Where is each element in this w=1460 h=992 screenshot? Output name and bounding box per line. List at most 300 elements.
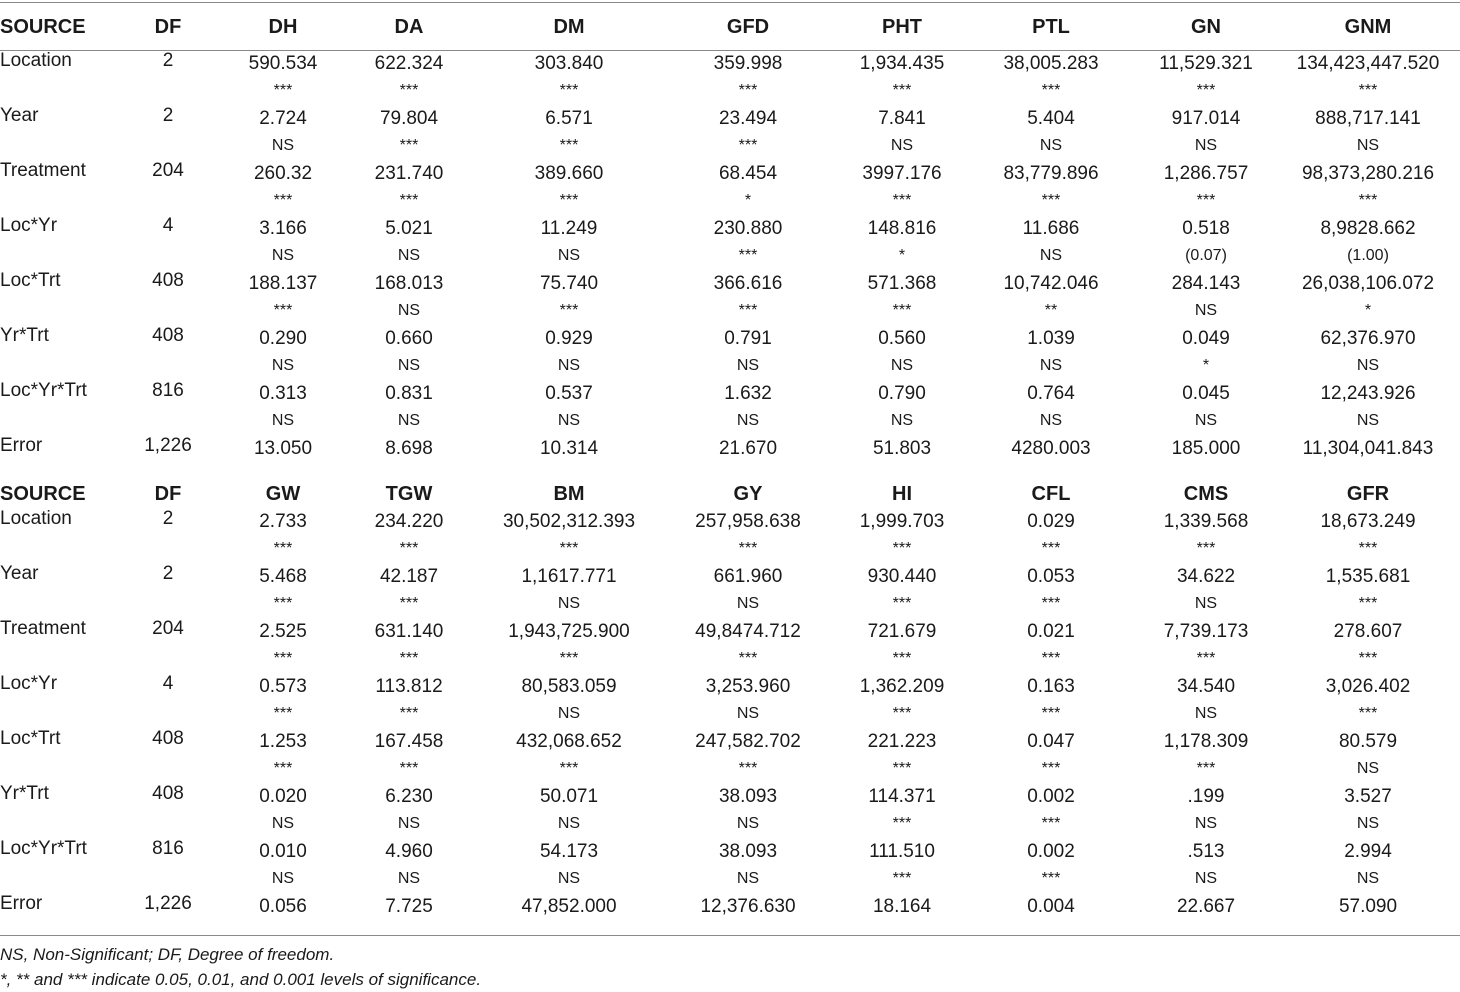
significance-label: ***: [559, 760, 579, 777]
value-cell: [338, 508, 480, 563]
value-cell: [658, 105, 838, 160]
error-value: 51.803: [872, 438, 932, 459]
column-header-label: CFL: [1031, 483, 1071, 505]
table-row: [0, 618, 1460, 673]
error-value: 185.000: [1171, 438, 1241, 459]
value-cell: [658, 728, 838, 783]
value-cell: [480, 435, 658, 462]
value-cell: [966, 728, 1136, 783]
value-cell: [1136, 270, 1276, 325]
significance-label: NS: [397, 815, 421, 832]
value-cell: [338, 380, 480, 435]
df-cell: 4: [162, 673, 174, 694]
significance-label: ***: [1358, 595, 1378, 612]
significance-label: NS: [1356, 137, 1380, 154]
significance-label: NS: [1194, 412, 1218, 429]
significance-label: ***: [559, 192, 579, 209]
table-row: [0, 215, 1460, 270]
significance-label: ***: [273, 192, 293, 209]
df-cell: 408: [152, 728, 184, 749]
mean-square-value: 38,005.283: [1003, 53, 1099, 74]
anova-table: [0, 4, 1460, 921]
significance-label: ***: [559, 650, 579, 667]
significance-label: *: [1364, 302, 1372, 319]
significance-label: NS: [736, 705, 760, 722]
mean-square-value: 5.404: [1027, 108, 1075, 129]
column-header: [838, 462, 966, 508]
mean-square-value: 1,999.703: [859, 511, 945, 532]
error-value: 57.090: [1338, 896, 1398, 917]
significance-label: (1.00): [1347, 247, 1389, 264]
mean-square-value: 1,286.757: [1163, 163, 1249, 184]
column-header-label: BM: [553, 483, 585, 505]
value-cell: [480, 618, 658, 673]
value-cell: [228, 215, 338, 270]
mean-square-value: 188.137: [248, 273, 318, 294]
value-cell: [838, 270, 966, 325]
error-value: 7.725: [385, 896, 433, 917]
mean-square-value: 0.537: [545, 383, 593, 404]
value-cell: [480, 215, 658, 270]
value-cell: [838, 50, 966, 105]
mean-square-value: 11,529.321: [1159, 53, 1253, 74]
value-cell: [228, 435, 338, 462]
value-cell: [658, 160, 838, 215]
value-cell: [338, 728, 480, 783]
value-cell: [1276, 160, 1460, 215]
significance-label: *: [744, 192, 752, 209]
value-cell: [338, 783, 480, 838]
mean-square-value: 231.740: [374, 163, 444, 184]
column-header-label: DM: [553, 15, 585, 38]
mean-square-value: 134,423,447.520: [1296, 53, 1440, 74]
column-header: [108, 462, 228, 508]
mean-square-value: 167.458: [374, 731, 444, 752]
source-cell: Location: [0, 508, 72, 529]
value-cell: [1136, 673, 1276, 728]
table-row: [0, 783, 1460, 838]
error-value: 0.004: [1027, 896, 1075, 917]
mean-square-value: 284.143: [1171, 273, 1241, 294]
significance-label: NS: [1194, 302, 1218, 319]
value-cell: [658, 435, 838, 462]
significance-label: ***: [273, 650, 293, 667]
mean-square-value: 260.32: [253, 163, 313, 184]
significance-label: ***: [1041, 760, 1061, 777]
mean-square-value: 148.816: [867, 218, 937, 239]
error-value: 13.050: [253, 438, 313, 459]
value-cell: [1276, 435, 1460, 462]
mean-square-value: 1,362.209: [859, 676, 945, 697]
value-cell: [338, 215, 480, 270]
value-cell: [480, 50, 658, 105]
mean-square-value: 0.573: [259, 676, 307, 697]
mean-square-value: 0.047: [1027, 731, 1075, 752]
value-cell: [338, 618, 480, 673]
table-row: [0, 380, 1460, 435]
value-cell: [838, 563, 966, 618]
column-header-label: GNM: [1344, 15, 1392, 38]
mean-square-value: 0.002: [1027, 786, 1075, 807]
significance-label: NS: [271, 247, 295, 264]
df-cell: 204: [152, 618, 184, 639]
footnote-abbreviations: NS, Non-Significant; DF, Degree of freedom.: [0, 945, 335, 964]
mean-square-value: 54.173: [539, 841, 599, 862]
source-cell: Year: [0, 105, 39, 126]
value-cell: [480, 270, 658, 325]
significance-label: NS: [557, 815, 581, 832]
mean-square-value: 0.290: [259, 328, 307, 349]
mean-square-value: 0.002: [1027, 841, 1075, 862]
mean-square-value: 721.679: [867, 621, 937, 642]
value-cell: [658, 380, 838, 435]
mean-square-value: 83,779.896: [1003, 163, 1099, 184]
error-value: 22.667: [1176, 896, 1236, 917]
mean-square-value: 359.998: [713, 53, 783, 74]
mean-square-value: 221.223: [867, 731, 937, 752]
value-cell: [228, 380, 338, 435]
mean-square-value: 0.790: [878, 383, 926, 404]
significance-label: ***: [399, 540, 419, 557]
significance-label: NS: [557, 247, 581, 264]
significance-label: NS: [557, 870, 581, 887]
significance-label: ***: [559, 302, 579, 319]
source-cell: Yr*Trt: [0, 783, 49, 804]
mean-square-value: 234.220: [374, 511, 444, 532]
significance-label: ***: [892, 540, 912, 557]
column-header: [966, 4, 1136, 50]
value-cell: [338, 105, 480, 160]
value-cell: [1276, 325, 1460, 380]
value-cell: [480, 673, 658, 728]
significance-label: NS: [557, 357, 581, 374]
significance-label: NS: [557, 705, 581, 722]
value-cell: [658, 618, 838, 673]
significance-label: ***: [1196, 82, 1216, 99]
mean-square-value: 571.368: [867, 273, 937, 294]
significance-label: ***: [1041, 540, 1061, 557]
significance-label: (0.07): [1185, 247, 1227, 264]
value-cell: [480, 105, 658, 160]
mean-square-value: 4.960: [385, 841, 433, 862]
source-cell: Error: [0, 435, 43, 456]
value-cell: [228, 893, 338, 921]
value-cell: [658, 673, 838, 728]
mean-square-value: 888,717.141: [1315, 108, 1421, 129]
value-cell: [1136, 380, 1276, 435]
column-header: [228, 462, 338, 508]
column-header-label: GN: [1191, 15, 1221, 38]
column-header: [1136, 4, 1276, 50]
significance-label: NS: [1356, 870, 1380, 887]
mean-square-value: 2.525: [259, 621, 307, 642]
value-cell: [966, 435, 1136, 462]
value-cell: [838, 838, 966, 893]
source-cell: Loc*Yr: [0, 215, 58, 236]
value-cell: [338, 893, 480, 921]
source-cell: Error: [0, 893, 43, 914]
table-row: [0, 160, 1460, 215]
column-header-label: CMS: [1183, 483, 1229, 505]
column-header: [338, 462, 480, 508]
value-cell: [228, 563, 338, 618]
significance-label: NS: [736, 412, 760, 429]
value-cell: [1136, 160, 1276, 215]
value-cell: [1276, 508, 1460, 563]
significance-label: ***: [892, 815, 912, 832]
mean-square-value: 661.960: [713, 566, 783, 587]
header-row: [0, 462, 1460, 508]
table-row: [0, 325, 1460, 380]
mean-square-value: 930.440: [867, 566, 937, 587]
mean-square-value: 2.733: [259, 511, 307, 532]
mean-square-value: 366.616: [713, 273, 783, 294]
mean-square-value: 389.660: [534, 163, 604, 184]
source-cell: Treatment: [0, 160, 86, 181]
column-header: [658, 462, 838, 508]
significance-label: ***: [738, 82, 758, 99]
mean-square-value: 230.880: [713, 218, 783, 239]
value-cell: [338, 673, 480, 728]
table-row: [0, 50, 1460, 105]
table-row: [0, 673, 1460, 728]
value-cell: [658, 325, 838, 380]
column-header-label: DF: [154, 483, 182, 505]
mean-square-value: 114.371: [868, 786, 936, 807]
value-cell: [1136, 325, 1276, 380]
value-cell: [1276, 563, 1460, 618]
significance-label: NS: [890, 412, 914, 429]
significance-label: ***: [399, 192, 419, 209]
value-cell: [966, 893, 1136, 921]
significance-label: ***: [892, 302, 912, 319]
df-cell: 4: [162, 215, 174, 236]
df-cell: 2: [162, 50, 174, 71]
value-cell: [966, 325, 1136, 380]
value-cell: [966, 783, 1136, 838]
mean-square-value: 3997.176: [862, 163, 942, 184]
value-cell: [1276, 838, 1460, 893]
value-cell: [480, 325, 658, 380]
value-cell: [1276, 270, 1460, 325]
mean-square-value: 12,243.926: [1320, 383, 1416, 404]
value-cell: [1136, 893, 1276, 921]
mean-square-value: 75.740: [539, 273, 599, 294]
significance-label: NS: [271, 870, 295, 887]
mean-square-value: 50.071: [539, 786, 599, 807]
value-cell: [1276, 215, 1460, 270]
value-cell: [1276, 50, 1460, 105]
significance-label: ***: [892, 192, 912, 209]
mean-square-value: 0.049: [1182, 328, 1230, 349]
value-cell: [658, 563, 838, 618]
column-header-label: GFD: [726, 15, 770, 38]
value-cell: [658, 893, 838, 921]
error-value: 4280.003: [1011, 438, 1091, 459]
value-cell: [1136, 508, 1276, 563]
error-value: 12,376.630: [700, 896, 796, 917]
significance-label: ***: [1358, 540, 1378, 557]
significance-label: NS: [271, 815, 295, 832]
value-cell: [658, 270, 838, 325]
significance-label: ***: [399, 82, 419, 99]
column-header-label: DF: [154, 15, 182, 38]
significance-label: ***: [1358, 650, 1378, 667]
mean-square-value: 0.831: [385, 383, 433, 404]
value-cell: [1136, 618, 1276, 673]
column-header-label: GW: [265, 483, 301, 505]
mean-square-value: 80,583.059: [521, 676, 617, 697]
value-cell: [838, 215, 966, 270]
table-bottom-rule: [0, 935, 1460, 936]
mean-square-value: 79.804: [379, 108, 439, 129]
table-row: [0, 508, 1460, 563]
mean-square-value: 590.534: [248, 53, 318, 74]
value-cell: [228, 783, 338, 838]
value-cell: [1136, 728, 1276, 783]
source-cell: Loc*Yr*Trt: [0, 838, 87, 859]
significance-label: *: [1202, 357, 1210, 374]
significance-label: ***: [1041, 192, 1061, 209]
significance-label: ***: [1196, 540, 1216, 557]
column-header: [0, 4, 108, 50]
value-cell: [838, 160, 966, 215]
table-row: [0, 270, 1460, 325]
significance-label: ***: [1041, 82, 1061, 99]
value-cell: [480, 160, 658, 215]
error-row: [0, 893, 1460, 921]
significance-label: ***: [1358, 82, 1378, 99]
value-cell: [228, 50, 338, 105]
significance-label: NS: [1194, 595, 1218, 612]
value-cell: [338, 838, 480, 893]
value-cell: [966, 270, 1136, 325]
source-cell: Yr*Trt: [0, 325, 49, 346]
significance-label: NS: [1039, 357, 1063, 374]
mean-square-value: 30,502,312.393: [502, 511, 636, 532]
significance-label: ***: [738, 302, 758, 319]
df-cell: 1,226: [144, 893, 192, 914]
source-cell: Loc*Trt: [0, 270, 61, 291]
value-cell: [966, 838, 1136, 893]
mean-square-value: 168.013: [374, 273, 444, 294]
significance-label: NS: [557, 412, 581, 429]
significance-label: ***: [1041, 870, 1061, 887]
mean-square-value: 1.253: [259, 731, 307, 752]
value-cell: [228, 105, 338, 160]
significance-label: NS: [397, 247, 421, 264]
value-cell: [1276, 783, 1460, 838]
mean-square-value: 3,026.402: [1325, 676, 1411, 697]
value-cell: [338, 50, 480, 105]
significance-label: NS: [1356, 357, 1380, 374]
mean-square-value: 113.812: [375, 676, 443, 697]
significance-label: NS: [1194, 870, 1218, 887]
value-cell: [228, 838, 338, 893]
df-cell: 816: [152, 380, 184, 401]
df-cell: 408: [152, 270, 184, 291]
df-cell: 2: [162, 105, 174, 126]
value-cell: [966, 380, 1136, 435]
column-header-label: SOURCE: [0, 15, 86, 38]
mean-square-value: 49,8474.712: [695, 621, 801, 642]
value-cell: [228, 325, 338, 380]
mean-square-value: 10,742.046: [1003, 273, 1099, 294]
mean-square-value: 278.607: [1333, 621, 1403, 642]
value-cell: [338, 160, 480, 215]
value-cell: [1276, 893, 1460, 921]
significance-label: ***: [399, 705, 419, 722]
mean-square-value: 6.230: [385, 786, 433, 807]
column-header: [228, 4, 338, 50]
value-cell: [480, 893, 658, 921]
value-cell: [228, 618, 338, 673]
mean-square-value: 0.010: [259, 841, 307, 862]
value-cell: [1136, 783, 1276, 838]
mean-square-value: 7,739.173: [1163, 621, 1249, 642]
significance-label: ***: [892, 760, 912, 777]
significance-label: *: [898, 247, 906, 264]
significance-label: **: [1044, 302, 1058, 319]
mean-square-value: 0.163: [1027, 676, 1075, 697]
mean-square-value: 11.686: [1022, 218, 1080, 239]
significance-label: ***: [273, 540, 293, 557]
error-value: 10.314: [539, 438, 599, 459]
value-cell: [658, 838, 838, 893]
column-header-label: TGW: [385, 483, 433, 505]
significance-label: ***: [399, 650, 419, 667]
significance-label: NS: [1356, 412, 1380, 429]
value-cell: [1276, 728, 1460, 783]
table-row: [0, 105, 1460, 160]
value-cell: [966, 160, 1136, 215]
mean-square-value: 917.014: [1171, 108, 1241, 129]
significance-label: ***: [1041, 650, 1061, 667]
value-cell: [1276, 618, 1460, 673]
mean-square-value: 0.021: [1027, 621, 1075, 642]
mean-square-value: 8,9828.662: [1320, 218, 1416, 239]
mean-square-value: 3.166: [259, 218, 307, 239]
error-row: [0, 435, 1460, 462]
value-cell: [1136, 105, 1276, 160]
mean-square-value: 1,1617.771: [521, 566, 617, 587]
column-header-label: DH: [268, 15, 298, 38]
value-cell: [658, 783, 838, 838]
mean-square-value: 38.093: [718, 841, 778, 862]
value-cell: [480, 783, 658, 838]
value-cell: [1136, 435, 1276, 462]
column-header: [480, 462, 658, 508]
column-header-label: HI: [892, 483, 912, 505]
significance-label: ***: [1041, 815, 1061, 832]
significance-label: ***: [1358, 705, 1378, 722]
source-cell: Treatment: [0, 618, 86, 639]
significance-label: NS: [1194, 815, 1218, 832]
df-cell: 2: [162, 508, 174, 529]
mean-square-value: 631.140: [374, 621, 444, 642]
significance-label: ***: [1196, 760, 1216, 777]
value-cell: [338, 435, 480, 462]
significance-label: ***: [738, 540, 758, 557]
value-cell: [480, 838, 658, 893]
mean-square-value: 303.840: [534, 53, 604, 74]
value-cell: [838, 325, 966, 380]
df-cell: 408: [152, 325, 184, 346]
column-header: [1276, 4, 1460, 50]
significance-label: NS: [271, 412, 295, 429]
significance-label: ***: [1196, 650, 1216, 667]
significance-label: ***: [1041, 705, 1061, 722]
